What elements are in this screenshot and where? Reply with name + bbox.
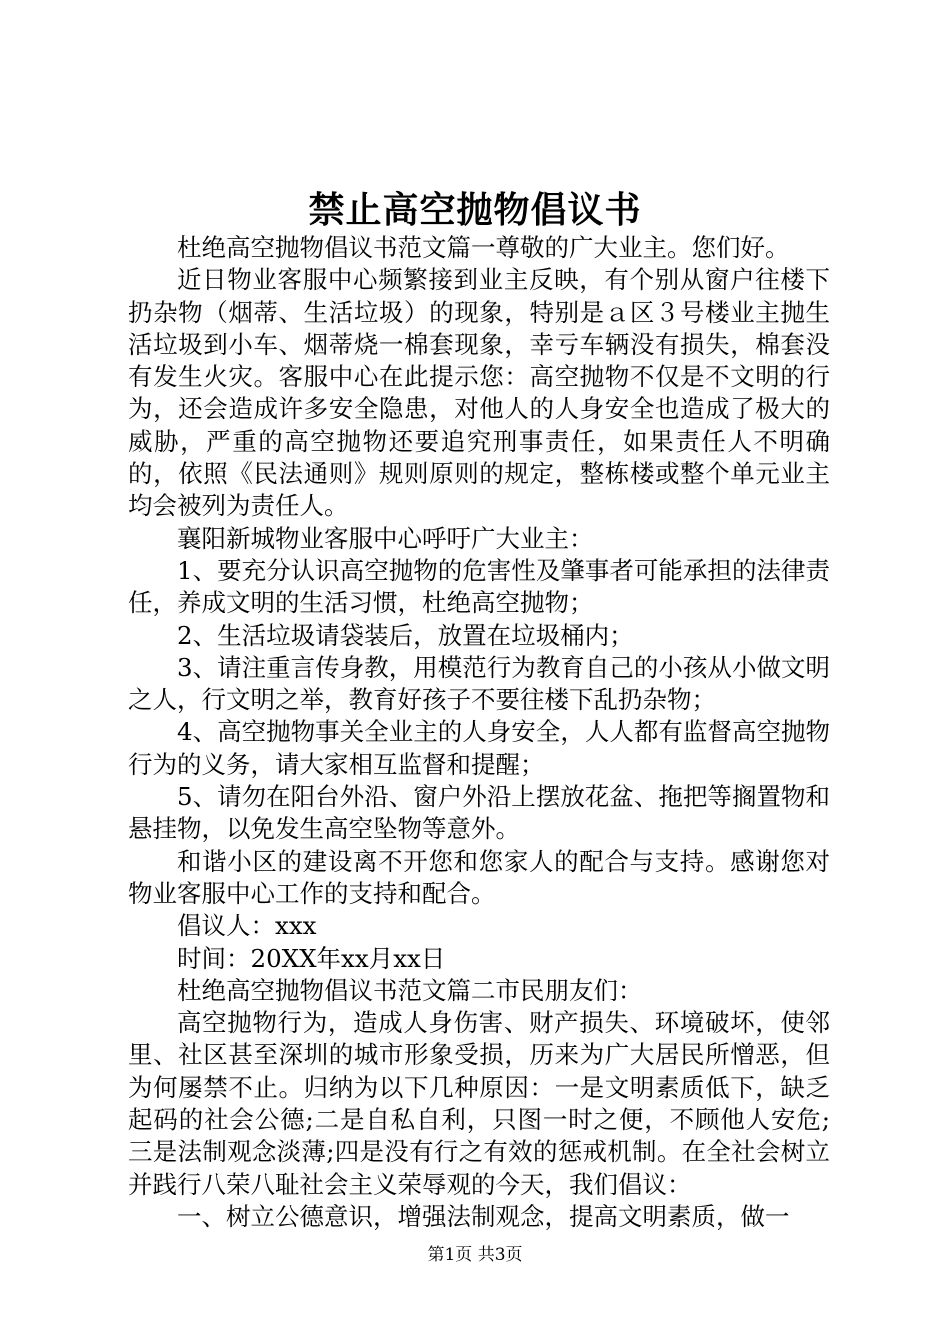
document-title: 禁止高空抛物倡议书 <box>308 189 642 231</box>
paragraph: 襄阳新城物业客服中心呼吁广大业主： <box>177 523 594 553</box>
paragraph: 一、树立公德意识，增强法制观念，提高文明素质，做一 <box>177 1201 790 1231</box>
paragraph: 倡议人：xxx <box>177 911 317 941</box>
paragraph: 3、请注重言传身教，用模范行为教育自己的小孩从小做文明之人，行文明之举，教育好孩子不要往楼下乱扔杂物； <box>128 652 830 715</box>
document-body <box>128 232 830 1233</box>
paragraph: 5、请勿在阳台外沿、窗户外沿上摆放花盆、拖把等搁置物和悬挂物，以免发生高空坠物等意外。 <box>128 782 830 844</box>
paragraph: 和谐小区的建设离不开您和您家人的配合与支持。感谢您对物业客服中心工作的支持和配合。 <box>128 846 830 908</box>
paragraph: 杜绝高空抛物倡议书范文篇一尊敬的广大业主。您们好。 <box>177 233 790 262</box>
paragraph: 1、要充分认识高空抛物的危害性及肇事者可能承担的法律责任，养成文明的生活习惯，杜绝高空抛物； <box>128 555 830 618</box>
paragraph: 2、生活垃圾请袋装后，放置在垃圾桶内； <box>177 620 634 650</box>
paragraph: 4、高空抛物事关全业主的人身安全，人人都有监督高空抛物行为的义务，请大家相互监督和提醒； <box>128 717 830 779</box>
page-number-footer: 第1页 共3页 <box>427 1245 523 1265</box>
paragraph: 近日物业客服中心频繁接到业主反映，有个别从窗户往楼下扔杂物（烟蒂、生活垃圾）的现象，特别是ａ区３号楼业主抛生活垃圾到小车、烟蒂烧一棉套现象，幸亏车辆没有损失，棉套没有发生火灾。客服中心在此提示您：高空抛物不仅是不文明的行为，还会造成许多安全隐患，对他人的人身安全也造成了极大的威胁，严重的高空抛物还要追究刑事责任，如果责任人不明确的，依照《民法通则》规则原则的规定，整栋楼或整个单元业主均会被列为责任人。 <box>128 265 830 521</box>
paragraph: 杜绝高空抛物倡议书范文篇二市民朋友们： <box>177 975 643 1005</box>
paragraph: 高空抛物行为，造成人身伤害、财产损失、环境破坏，使邻里、社区甚至深圳的城市形象受损，历来为广大居民所憎恶，但为何屡禁不止。归纳为以下几种原因：一是文明素质低下，缺乏起码的社会公德;二是自私自利，只图一时之便，不顾他人安危;三是法制观念淡薄;四是没有行之有效的惩戒机制。在全社会树立并践行八荣八耻社会主义荣辱观的今天，我们倡议： <box>128 1008 830 1199</box>
paragraph: 时间：20XX年xx月xx日 <box>177 943 446 973</box>
